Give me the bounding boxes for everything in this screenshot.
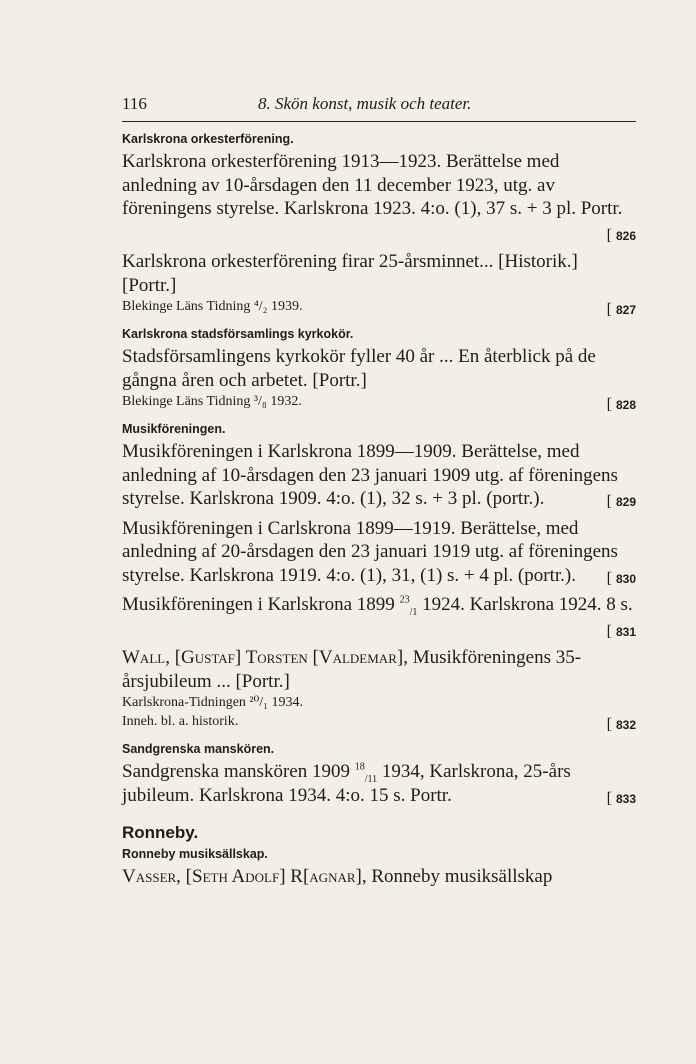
entry-source: Karlskrona-Tidningen ²⁰/₁ 1934. (122, 695, 303, 710)
entry-832 (122, 646, 636, 735)
entry-text: Musikföreningen i Carlskrona 1899—1919. Berättelse, med anledning af 20-årsdagen den 23 januari 1919 utg. af föreningens styrelse. Karlskrona 1919. 4:o. (1), 31, (1) s. + 4 pl. (portr.). (122, 517, 618, 586)
entry-source: Blekinge Läns Tidning ³/₈ 1932. [ 828 (122, 394, 636, 413)
entry-text: Karlskrona orkesterförening 1913—1923. Berättelse med anledning av 10-årsdagen den 11 december 1923, utg. av föreningens styrelse. Karlskrona 1923. 4:o. (1), 37 s. + 3 pl. Portr. (122, 151, 623, 219)
entry-text: Karlskrona orkesterförening firar 25-årsminnet... [Historik.] [Portr.] (122, 251, 578, 296)
entry-831 (122, 593, 636, 644)
entry-number: [ 830 (606, 569, 636, 587)
date-month: /11 (364, 773, 378, 785)
section-heading: Karlskrona orkesterförening. (122, 132, 294, 146)
date-day: 23 (399, 594, 410, 606)
entry-number: [ 829 (606, 493, 636, 510)
entry-text: Stadsförsamlingens kyrkokör fyller 40 år ... En återblick på de gångna åren och arbetet. [Portr.] (122, 346, 596, 391)
entry-827 (122, 250, 636, 320)
entry-note: Inneh. bl. a. historik. [ 832 (122, 714, 636, 733)
entry-text-cont: 1934, Karlskrona, 25-års jubileum. Karlskrona 1934. 4:o. 15 s. Portr. (122, 761, 571, 806)
entry-828 (122, 345, 636, 415)
section-heading: Musikföreningen. (122, 422, 226, 436)
entry-number: [ 828 (606, 396, 636, 413)
entry-text: Ronneby musiksällskap (366, 866, 553, 887)
entry-text: Musikföreningens 35-årsjubileum ... [Portr.] (122, 647, 582, 692)
entry-number: [ 833 (606, 789, 636, 807)
entry-number: [ 831 (606, 622, 636, 640)
entry-826 (122, 150, 636, 248)
entry-834 (122, 865, 636, 889)
page-number: 116 (122, 94, 147, 113)
date-month: /1 (409, 606, 418, 618)
entry-source: Blekinge Läns Tidning ⁴/₂ 1939. [ 827 (122, 299, 636, 318)
entry-text: Musikföreningen i Karlskrona 1899 (122, 594, 400, 615)
running-header (122, 94, 636, 120)
section-heading: Karlskrona stadsförsamlings kyrkokör. (122, 327, 354, 341)
place-heading: Ronneby. (122, 823, 199, 842)
entry-text-cont: 1924. Karlskrona 1924. 8 s. (417, 594, 633, 615)
entry-number: [ 827 (606, 301, 636, 318)
entry-833 (122, 760, 636, 811)
header-rule (122, 121, 636, 122)
section-heading: Sandgrenska manskören. (122, 742, 275, 756)
entry-author: Vasser, [Seth Adolf] R[agnar], (122, 866, 367, 887)
entry-830 (122, 517, 636, 592)
entry-829 (122, 440, 636, 515)
entry-text: Sandgrenska manskören 1909 (122, 761, 355, 782)
bibliography-body (122, 130, 636, 889)
entry-author: Wall, [Gustaf] Torsten [Valdemar], (122, 647, 408, 668)
chapter-title: 8. Skön konst, musik och teater. (258, 94, 472, 113)
entry-number: [ 826 (606, 226, 636, 244)
section-heading: Ronneby musiksällskap. (122, 847, 268, 861)
date-day: 18 (354, 761, 365, 773)
entry-text: Musikföreningen i Karlskrona 1899—1909. Berättelse, med anledning af 10-årsdagen den 23 januari 1909 utg. af föreningens styrelse. Karlskrona 1909. 4:o. (1), 32 s. + 3 pl. (portr.). (122, 441, 618, 509)
entry-number: [ 832 (606, 716, 636, 733)
